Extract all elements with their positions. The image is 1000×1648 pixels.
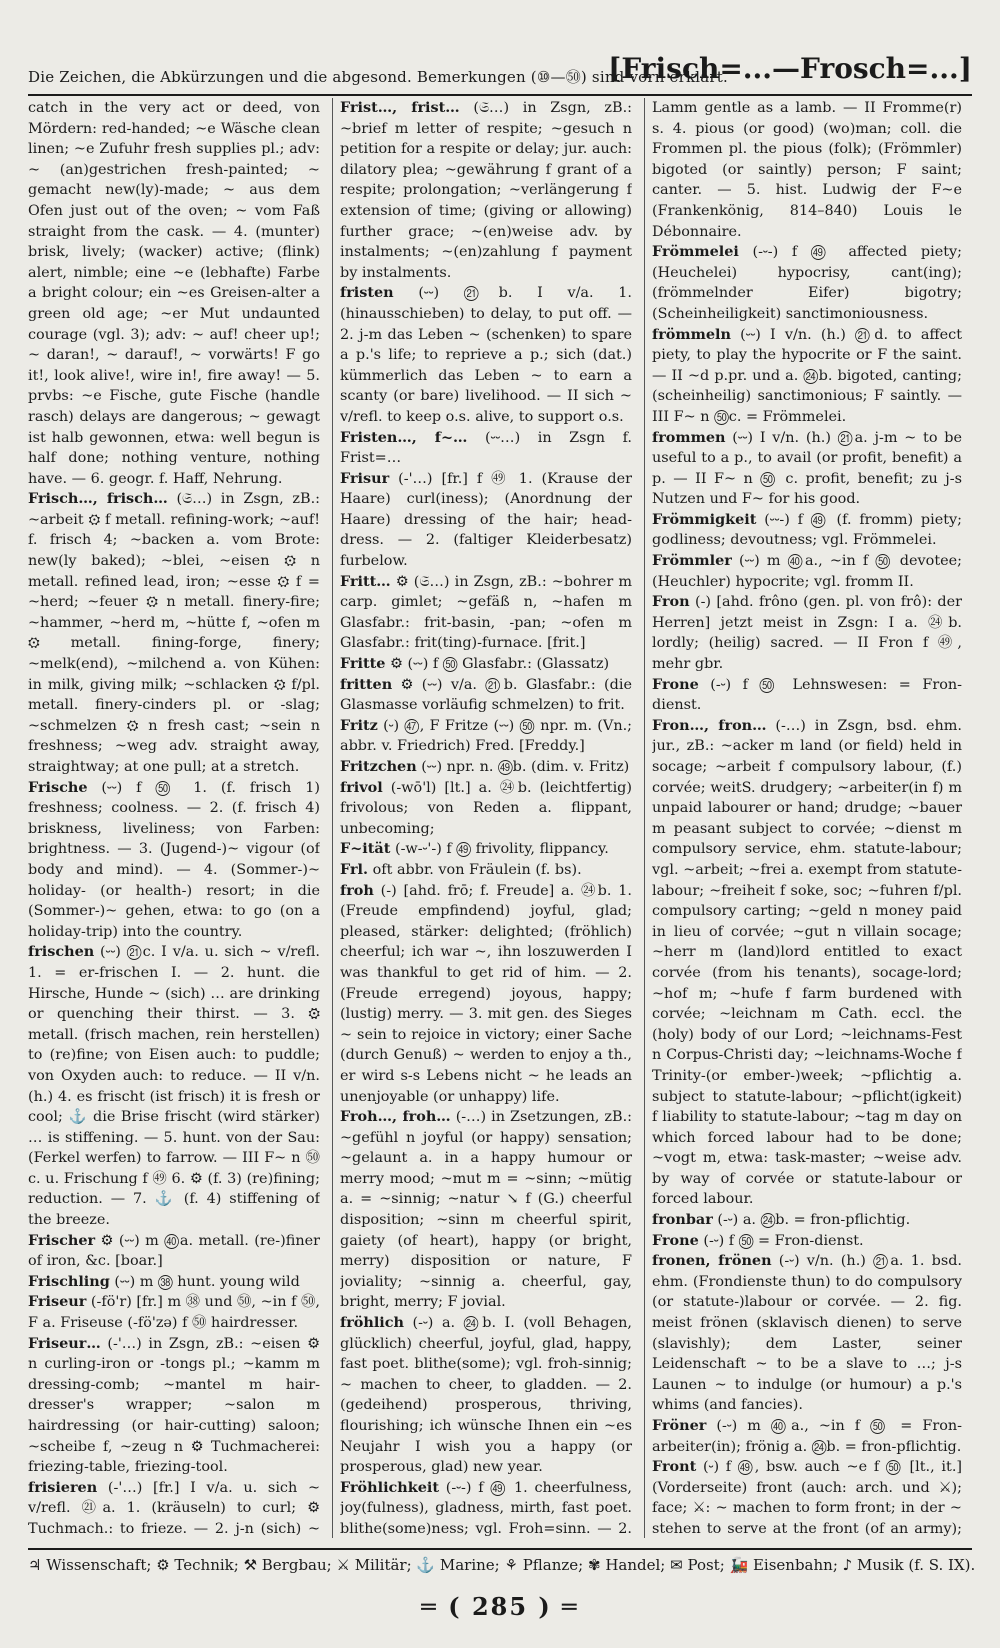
- dictionary-entry: [340, 572, 632, 654]
- entry-definition: oft abbr. von Fräulein (f. bs).: [372, 861, 582, 878]
- entry-headword: Fritzchen: [340, 758, 417, 775]
- dictionary-entry: [652, 1416, 962, 1457]
- entry-headword: Frische: [28, 778, 88, 796]
- column-divider: [644, 98, 645, 1538]
- entry-headword: Fritt…: [340, 572, 391, 590]
- dictionary-entry: [652, 551, 962, 592]
- entry-headword: Fron: [652, 593, 690, 611]
- entry-headword: froh: [340, 881, 374, 899]
- entry-definition: (⏑⏑-) f ㊾ (f. fromm) piety; godliness; devoutness; vgl. Frömmelei.: [652, 511, 962, 549]
- dictionary-entry: [652, 510, 962, 551]
- entry-headword: Frone: [652, 675, 699, 693]
- entry-headword: fronen, frönen: [652, 1252, 772, 1270]
- dictionary-entry: [28, 1231, 320, 1272]
- dictionary-entry: [340, 469, 632, 572]
- symbol-legend: ♃ Wissenschaft; ⚙ Technik; ⚒ Bergbau; ⚔ Militär; ⚓ Marine; ⚘ Pflanze; ✾ Handel; ✉ Post; 🚂 Eisenbahn; ♪ Musik (f. S. IX).: [28, 1556, 976, 1574]
- dictionary-entry: [652, 428, 962, 510]
- entry-definition: (⏑⏑) npr. n. ㊾b. (dim. v. Fritz): [421, 759, 630, 775]
- dictionary-column-3: [652, 98, 962, 1538]
- entry-definition: (⏑) ㊼, F Fritze (⏑⏑) ㊿ npr. m. (Vn.; abbr. v. Friedrich) Fred. [Freddy.]: [340, 717, 632, 755]
- entry-definition: (⏑⏑) ㉑b. I v/a. 1. (hinausschieben) to delay, to put off. — 2. j-m das Leben ~ (schenken) to spare a p.'s life; to reprieve a p.; sich (dat.) kümmerlich das Leben ~ to earn a scanty (or bare) livelihood. — II sich ~ v/refl. to keep o.s. alive, to support o.s.: [340, 285, 632, 425]
- entry-definition: (-⏑) f ㊿ = Fron-dienst.: [703, 1232, 864, 1249]
- entry-headword: Fröner: [652, 1417, 707, 1434]
- dictionary-entry: [340, 1478, 632, 1538]
- entry-headword: Frömmelei: [652, 243, 739, 261]
- dictionary-entry: [340, 283, 632, 427]
- entry-definition: (-) [ahd. frôno (gen. pl. von frô): der Herren] jetzt meist in Zsgn: I a. ㉔b. lordly; (heilig) sacred. — II Fron f ㊾, mehr gbr.: [652, 594, 962, 673]
- entry-definition: (-wō'l) [lt.] a. ㉔b. (leichtfertig) frivolous; von Reden a. flippant, unbecoming;: [340, 779, 632, 837]
- entry-headword: Frömmler: [652, 552, 732, 570]
- entry-definition: (-⏑) v/n. (h.) ㉑a. 1. bsd. ehm. (Frondienste thun) to do compulsory (or statute-)labour or corvée. — 2. fig. meist frönen (sklavisch dienen) to serve (slavishly); dem Laster, seiner Leidenschaft ~ to be a slave to …; j-s Launen ~ to indulge (or humour) a p.'s whims (and fancies).: [652, 1253, 962, 1414]
- entry-definition: (⏑⏑) I v/n. (h.) ㉑d. to affect piety, to play the hypocrite or F the saint. — II ~d p.pr. und a. ㉔b. bigoted, canting; (scheinheilig) sanctimonious; F saintly. — III F~ n ㊿c. = Frömmelei.: [652, 326, 962, 425]
- entry-definition: (-) [ahd. frō; f. Freude] a. ㉔b. 1. (Freude empfindend) joyful, glad; pleased, stärker: delighted; (fröhlich) cheerful; ich war ~, ihn loszuwerden I was thankful to get rid of him. — 2. (Freude erregend) joyous, happy; (lustig) merry. — 3. mit gen. des Sieges ~ sein to rejoice in victory; einer Sache (durch Genuß) ~ werden to enjoy a th., er wird s-s Lebens nicht ~ he leads an unenjoyable (or unhappy) life.: [340, 882, 632, 1105]
- dictionary-entry: [28, 489, 320, 777]
- entry-definition: ⚙ (𝔖…) in Zsgn, zB.: ~bohrer m carp. gimlet; ~gefäß n, ~hafen m Glasfabr.: frit-basin, -pan; ~ofen m Glasfabr.: frit(ting)-furnace. [frit.]: [340, 573, 632, 652]
- entry-headword: frisieren: [28, 1478, 98, 1496]
- entry-headword: frömmeln: [652, 325, 731, 343]
- entry-definition: ⚙ (⏑⏑) f ㊿ Glasfabr.: (Glassatz): [390, 656, 610, 673]
- entry-definition: (-fö'r) [fr.] m ㊳ und ㊿, ~in f ㊿, F a. Friseuse (-fö'zə) f ㊿ hairdresser.: [28, 1294, 320, 1332]
- column-divider: [332, 98, 333, 1538]
- entry-headword: Frischling: [28, 1272, 110, 1290]
- entry-definition: (⏑⏑) m ㊵a., ~in f ㊿ devotee; (Heuchler) hypocrite; vgl. fromm II.: [652, 553, 962, 590]
- entry-definition: (⏑⏑) I v/n. (h.) ㉑a. j-m ~ to be useful to a p., to avail (or profit, benefit) a p. — II F~ n ㊿ c. profit, benefit; zu j-s Nutzen und F~ for his good.: [652, 429, 962, 508]
- entry-definition: catch in the very act or deed, von Mördern: red-handed; ~e Wäsche clean linen; ~e Zufuhr fresh supplies pl.; adv: ~ (an)gestrichen fresh-painted; ~ gemacht new(ly)-made; ~ aus dem Ofen just out of the oven; ~ vom Faß straight from the cask. — 4. (munter) brisk, lively; (wacker) active; (flink) alert, nimble; eine ~e (lebhafte) Farbe a bright colour; ein ~es Greisen-alter a green old age; ~er Mut undaunted courage (vgl. 3); adv: ~ auf! cheer up!; ~ daran!, ~ darauf!, ~ vorwärts! F go it!, look alive!, wire in!, fire away! — 5. prvbs: ~e Fische, gute Fische (handle rasch) delays are dangerous; ~ gewagt ist halb gewonnen, etwa: well begun is half done; nothing venture, nothing have. — 6. geogr. f. Haff, Nehrung.: [28, 100, 320, 487]
- dictionary-entry: [340, 839, 632, 860]
- dictionary-entry: [652, 592, 962, 674]
- entry-definition: ⚙ (⏑⏑) v/a. ㉑b. Glasfabr.: (die Glasmasse vorläufig schmelzen) to frit.: [340, 676, 632, 714]
- entry-headword: Fritz: [340, 716, 378, 734]
- entry-headword: Fristen…, f~…: [340, 428, 468, 446]
- entry-definition: (-'…) in Zsgn, zB.: ~eisen ⚙ n curling-iron or -tongs pl.; ~kamm m dressing-comb; ~mantel m hair-dresser's wrapper; ~salon m hairdressing (or hair-cutting) saloon; ~scheibe f, ~zeug n ⚙ Tuchmacherei: friezing-table, friezing-tool.: [28, 1335, 320, 1476]
- entry-headword: Frisur: [340, 469, 390, 487]
- entry-headword: Frisch…, frisch…: [28, 490, 168, 508]
- entry-definition: (⏑⏑…) in Zsgn f. Frist=…: [340, 429, 632, 467]
- entry-headword: Frist…, frist…: [340, 99, 460, 116]
- dictionary-entry: [652, 1251, 962, 1416]
- entry-headword: frischen: [28, 943, 95, 961]
- dictionary-entry: [28, 1292, 320, 1333]
- entry-definition: (-'…) [fr.] f ㊾ 1. (Krause der Haare) curl(iness); (Anordnung der Haare) dressing of the hair; head-dress. — 2. (faltiger Kleiderbesatz) furbelow.: [340, 470, 632, 570]
- entry-headword: Frömmigkeit: [652, 510, 757, 528]
- entry-definition: (⏑⏑) f ㊿ 1. (f. frisch 1) freshness; coolness. — 2. (f. frisch 4) briskness, liveliness; von Farben: brightness. — 3. (Jugend-)~ vigour (of body and mind). — 4. (Sommer-)~ holiday- (or health-) resort; in die (Sommer-)~ gehen, etwa: to go (on a holiday-trip) into the country.: [28, 779, 320, 940]
- dictionary-column-2: [340, 98, 632, 1538]
- entry-definition: (-…) in Zsgn, bsd. ehm. jur., zB.: ~acker m land (or field) held in socage; ~arbeit f compulsory labour, (f.) corvée; weitS. drudgery; ~arbeiter(in f) m unpaid labourer or hand; drudge; ~bauer m peasant subject to corvée; ~dienst m compulsory service, ehm. statute-labour; vgl. ~arbeit; ~frei a. exempt from statute-labour; ~freiheit f soke, soc; ~fuhren f/pl. compulsory carting; ~geld n money paid in lieu of corvée; ~gut n villain socage; ~herr m (land)lord entitled to exact corvée (from his tenants), socage-lord; ~hof m; ~hufe f farm burdened with corvée; ~leichnam m Cath. eccl. the (holy) body of our Lord; ~leichnams-Fest n Corpus-Christi day; ~leichnams-Woche f Trinity-(or ember-)week; ~pflichtig a. subject to statute-labour; ~pflicht(igkeit) f liability to statute-labour; ~tag m day on which forced labour had to be done; ~vogt m, etwa: task-master; ~weise adv. by way of corvée or statute-labour or forced labour.: [652, 717, 962, 1208]
- dictionary-entry: [340, 428, 632, 469]
- dictionary-entry: [652, 1457, 962, 1538]
- dictionary-entry: [652, 325, 962, 428]
- entry-definition: (-⏑) a. ㉔b. = fron-pflichtig.: [717, 1212, 911, 1229]
- running-header: [28, 52, 972, 96]
- dictionary-entry: [340, 98, 632, 283]
- entry-definition: (-⏑-) f ㊾ 1. cheerfulness, joy(fulness), gladness, mirth, fast poet. blithe(some)ness; vgl. Froh=sinn. — 2.: [340, 1479, 632, 1537]
- entry-definition: (-w-⏑'-) f ㊾ frivolity, flippancy.: [394, 841, 609, 858]
- header-abbreviation-note: Die Zeichen, die Abkürzungen und die abgesond. Bemerkungen (⑩—㊿) sind vorn erklärt.: [28, 68, 729, 86]
- entry-headword: Froh…, froh…: [340, 1108, 451, 1126]
- dictionary-entry: [652, 98, 962, 242]
- entry-headword: fritten: [340, 675, 393, 693]
- dictionary-entry: [28, 98, 320, 489]
- entry-headword: Fröhlichkeit: [340, 1478, 440, 1496]
- entry-headword: Friseur…: [28, 1334, 101, 1352]
- entry-definition: (-…) in Zsetzungen, zB.: ~gefühl n joyful (or happy) sensation; ~gelaunt a. in a happy humour or merry mood; ~mut m = ~sinn; ~mütig a. = ~sinnig; ~natur ↘ f (G.) cheerful disposition; ~sinn m cheerful spirit, gaiety (of heart), happy (or bright, merry) disposition or nature, F joviality; ~sinnig a. cheerful, gay, bright, merry; F jovial.: [340, 1109, 632, 1311]
- entry-headword: Frone: [652, 1231, 699, 1249]
- dictionary-entry: [652, 1210, 962, 1231]
- entry-definition: (-'…) [fr.] I v/a. u. sich ~ v/refl. ㉑a. 1. (kräuseln) to curl; ⚙ Tuchmach.: to frieze. — 2. j-n (sich) ~: [28, 1479, 320, 1537]
- dictionary-entry: [28, 1478, 320, 1538]
- dictionary-entry: [340, 757, 632, 778]
- entry-definition: (𝔖…) in Zsgn, zB.: ~arbeit ⚙ f metall. refining-work; ~auf! f. frisch 4; ~backen a. vom Brote: new(ly baked); ~blei, ~eisen ⚙ n metall. refined lead, iron; ~esse ⚙ f = ~herd; ~feuer ⚙ n metall. finery-fire; ~hammer, ~herd m, ~hütte f, ~ofen m ⚙ metall. fining-forge, finery; ~melk(end), ~milchend a. von Kühen: in milk, giving milk; ~schlacken ⚙ f/pl. metall. finery-cinders pl. or -slag; ~schmelzen ⚙ n fresh cast; ~sein n freshness; ~weg adv. straight away, straightway; at one pull; at a stretch.: [28, 491, 320, 775]
- dictionary-entry: [28, 942, 320, 1230]
- dictionary-entry: [340, 860, 632, 881]
- entry-definition: (-⏑) f ㊿ Lehnswesen: = Fron-dienst.: [652, 676, 962, 714]
- entry-definition: (-⏑) m ㊵a., ~in f ㊿ = Fron-arbeiter(in); frönig a. ㉔b. = fron-pflichtig.: [652, 1418, 962, 1455]
- dictionary-entry: [340, 1313, 632, 1478]
- page-number: ═ ( 285 ) ═: [421, 1592, 579, 1621]
- dictionary-entry: [28, 1272, 320, 1293]
- dictionary-entry: [340, 1107, 632, 1313]
- dictionary-entry: [652, 675, 962, 716]
- entry-headword: frommen: [652, 428, 726, 446]
- dictionary-entry: [340, 881, 632, 1108]
- entry-headword: frivol: [340, 778, 383, 796]
- entry-definition: (⏑⏑) ㉑c. I v/a. u. sich ~ v/refl. 1. = er-frischen I. — 2. hunt. die Hirsche, Hunde ~ (sich) … are drinking or quenching their thirst. — 3. ⚙ metall. (frisch machen, rein herstellen) to (re)fine; von Eisen auch: to puddle; von Oxyden auch: to reduce. — II v/n. (h.) 4. es frischt (ist frisch) it is fresh or cool; ⚓ die Brise frischt (wird stärker) … is stiffening. — 5. hunt. von der Sau: (Ferkel werfen) to farrow. — III F~ n ㊿c. u. Frischung f ㊾ 6. ⚙ (f. 3) (re)fining; reduction. — 7. ⚓ (f. 4) stiffening of the breeze.: [28, 944, 320, 1229]
- entry-headword: Fron…, fron…: [652, 716, 767, 734]
- entry-headword: Frl.: [340, 860, 369, 878]
- footer-rule: [28, 1548, 972, 1550]
- dictionary-entry: [652, 1231, 962, 1252]
- entry-definition: Lamm gentle as a lamb. — II Fromme(r) s. 4. pious (or good) (wo)man; coll. die Frommen pl. the pious (folk); (Frömmler) bigoted (or saintly) person; F saint; canter. — 5. hist. Ludwig der F~e (Frankenkönig, 814–840) Louis le Débonnaire.: [652, 100, 962, 240]
- dictionary-entry: [340, 675, 632, 716]
- entry-definition: ⚙ (⏑⏑) m ㊵a. metall. (re-)finer of iron, &c. [boar.]: [28, 1232, 320, 1270]
- header-entry-range: [Frisch=...—Frosch=...]: [608, 52, 972, 85]
- entry-definition: (-⏑) a. ㉔b. I. (voll Behagen, glücklich) cheerful, joyful, glad, happy, fast poet. blithe(some); vgl. froh-sinnig; ~ machen to cheer, to gladden. — 2. (gedeihend) prosperous, thriving, flourishing; ich wünsche Ihnen ein ~es Neujahr I wish you a happy (or prosperous, glad) new year.: [340, 1315, 632, 1476]
- dictionary-entry: [652, 242, 962, 324]
- dictionary-entry: [28, 1334, 320, 1478]
- entry-headword: fröhlich: [340, 1314, 404, 1332]
- entry-headword: Fritte: [340, 655, 386, 673]
- entry-headword: fristen: [340, 284, 394, 302]
- dictionary-column-1: [28, 98, 320, 1538]
- dictionary-entry: [340, 654, 632, 675]
- entry-definition: (⏑) f ㊾, bsw. auch ~e f ㊿ [lt., it.] (Vorderseite) front (auch: arch. und ⚔); face; ⚔: ~ machen to form front; in der ~ stehen to serve at the front (of an army);: [652, 1459, 962, 1537]
- entry-definition: (𝔖…) in Zsgn, zB.: ~brief m letter of respite; ~gesuch n petition for a respite or delay; jur. auch: dilatory plea; ~gewährung f grant of a respite; prolongation; ~verlängerung f extension of time; (giving or allowing) further grace; ~(en)weise adv. by instalments; ~(en)zahlung f payment by instalments.: [340, 100, 632, 281]
- entry-headword: F~ität: [340, 840, 391, 858]
- entry-definition: (⏑⏑) m ㊳ hunt. young wild: [114, 1273, 300, 1290]
- dictionary-entry: [28, 778, 320, 943]
- dictionary-entry: [652, 716, 962, 1210]
- dictionary-entry: [340, 716, 632, 757]
- entry-definition: (-⏑-) f ㊾ affected piety; (Heuchelei) hypocrisy, cant(ing); (frömmelnder Eifer) bigotry; (Scheinheiligkeit) sanctimoniousness.: [652, 244, 962, 322]
- entry-headword: Friseur: [28, 1293, 87, 1311]
- header-rule: [28, 94, 972, 96]
- entry-headword: Frischer: [28, 1231, 96, 1249]
- dictionary-entry: [340, 778, 632, 840]
- entry-headword: Front: [652, 1458, 697, 1476]
- entry-headword: fronbar: [652, 1211, 713, 1229]
